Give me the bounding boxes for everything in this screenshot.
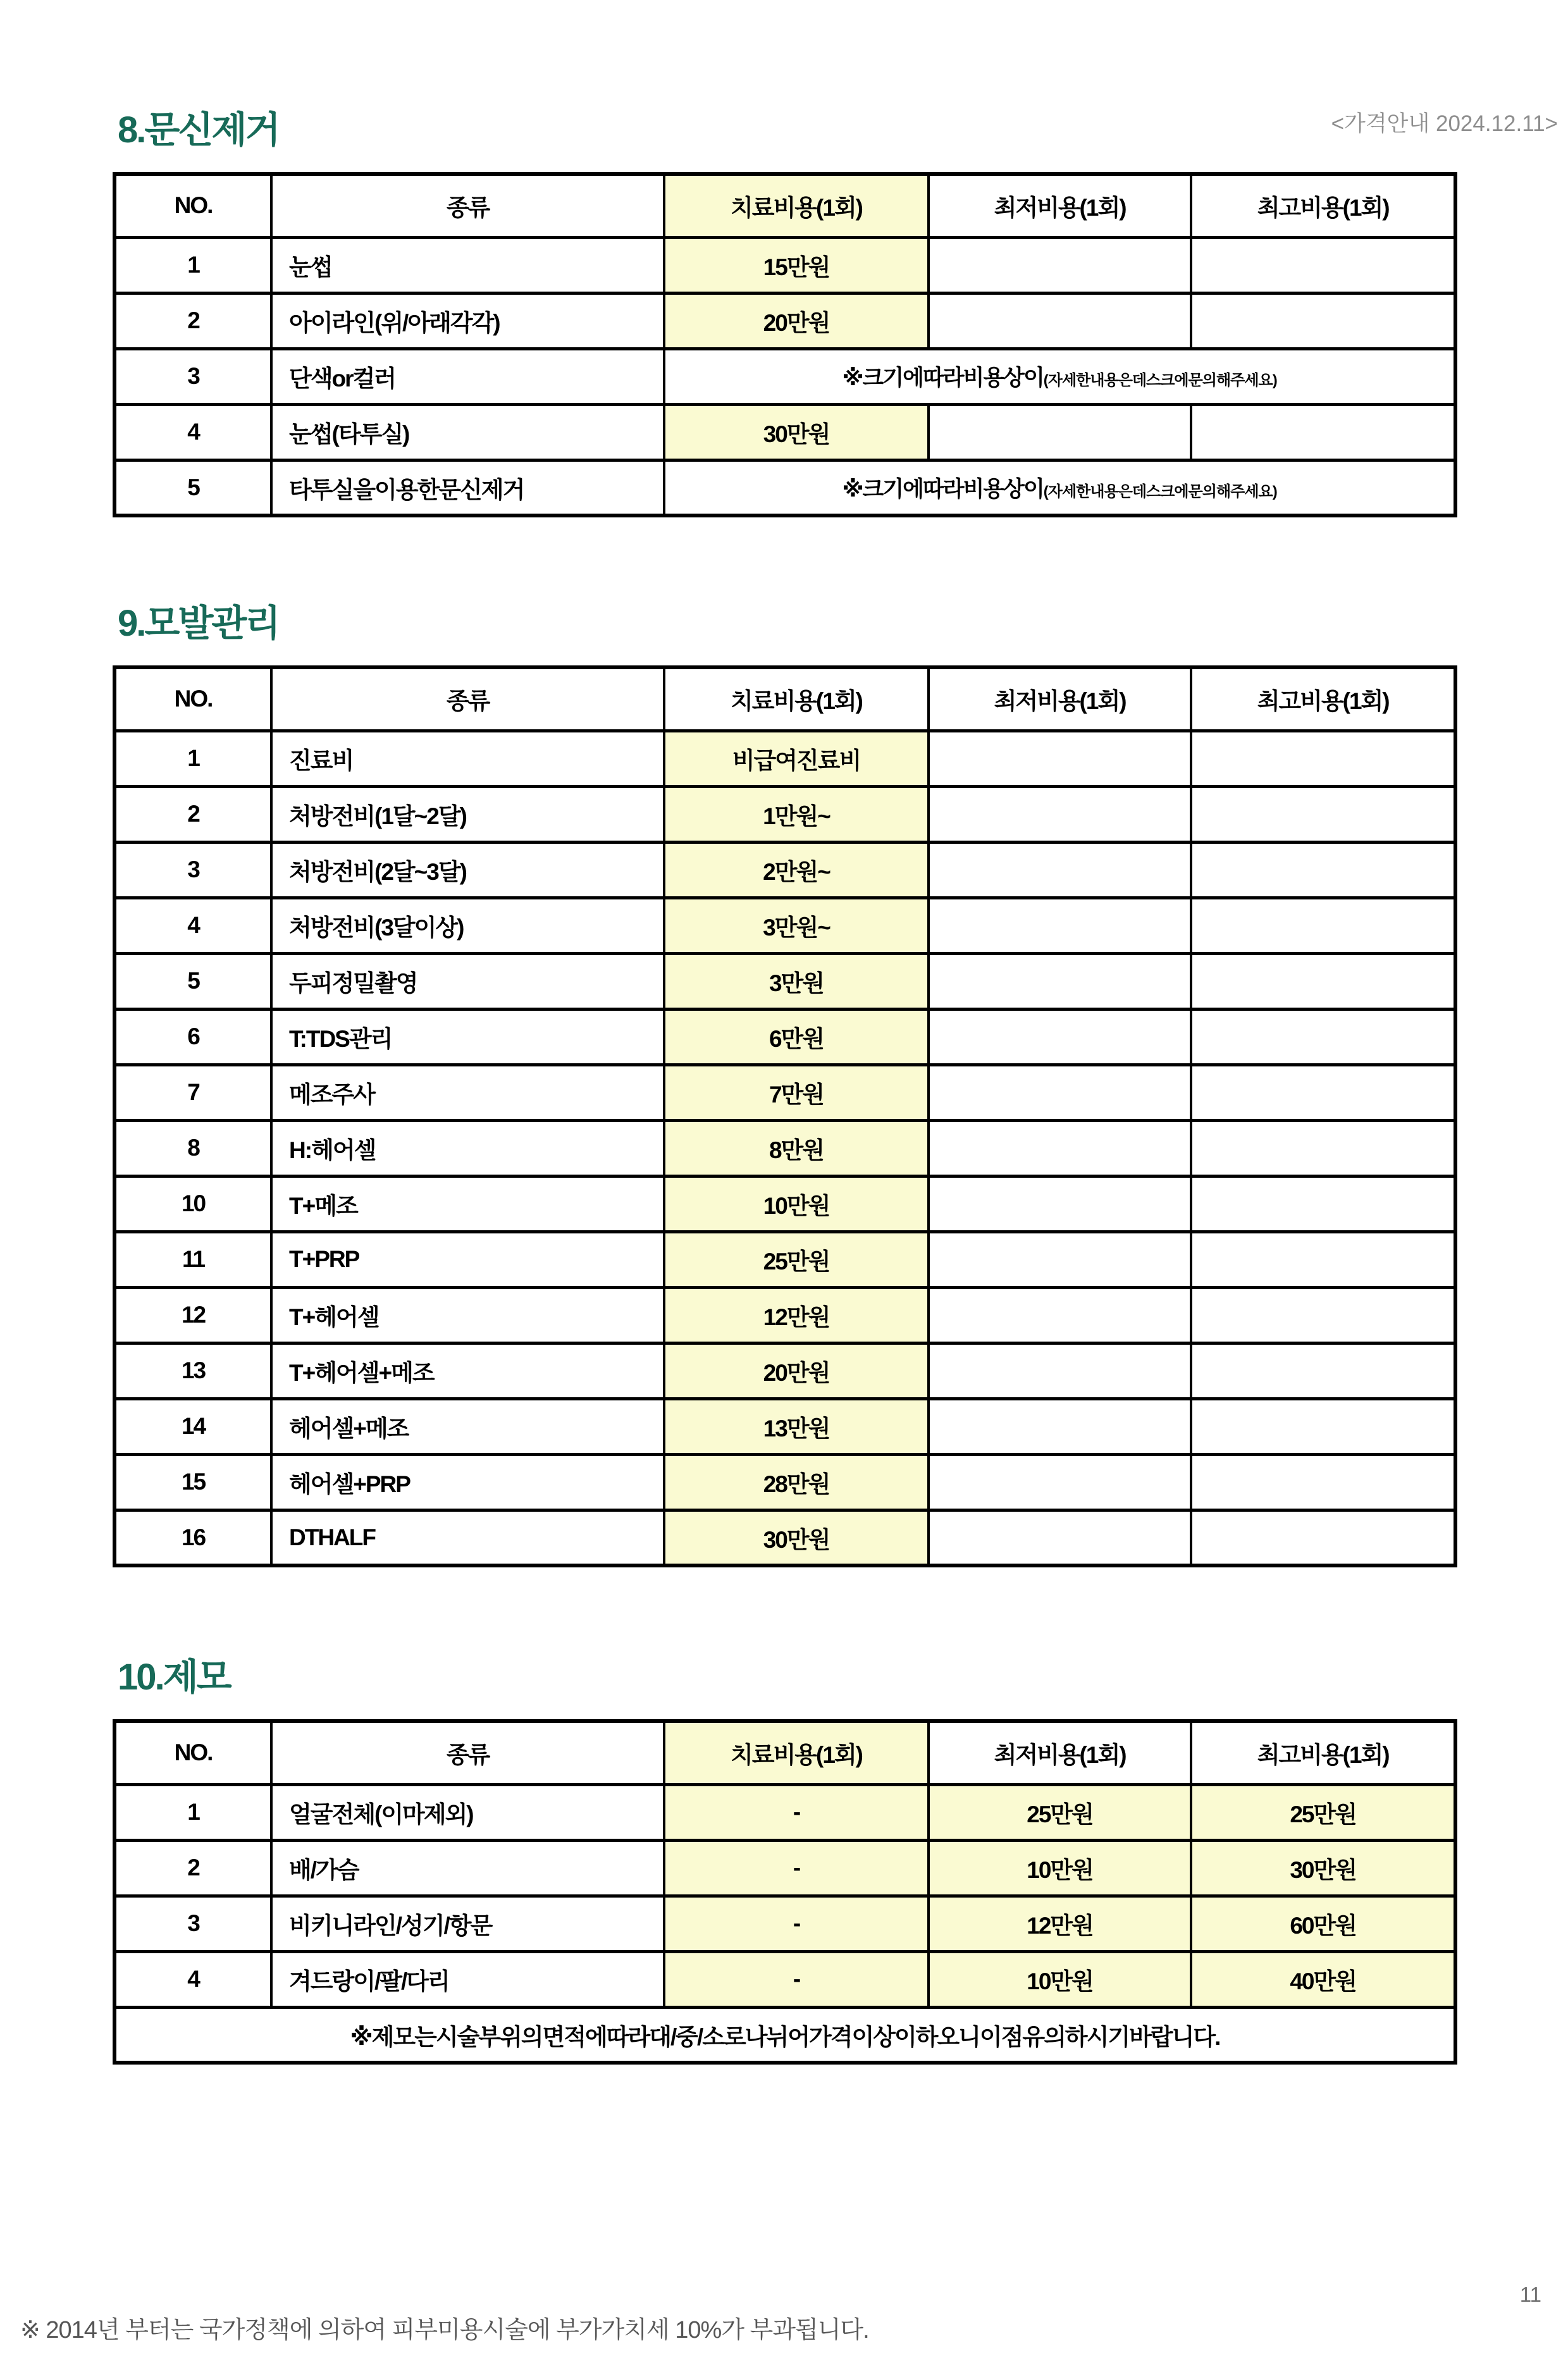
row-type: T+메조 <box>271 1176 664 1232</box>
section-gap <box>113 1567 1457 1647</box>
row-max-cost: 25만원 <box>1191 1784 1455 1840</box>
row-min-cost <box>929 1510 1192 1565</box>
row-no: 15 <box>114 1454 271 1510</box>
table-row <box>114 1510 1455 1565</box>
row-no: 14 <box>114 1399 271 1454</box>
row-treat-cost: 30만원 <box>664 404 929 460</box>
row-min-cost <box>929 898 1192 953</box>
row-min-cost: 25만원 <box>929 1784 1192 1840</box>
row-no: 11 <box>114 1232 271 1287</box>
column-header-2: 치료비용(1회) <box>664 174 929 237</box>
column-header-2: 치료비용(1회) <box>664 667 929 731</box>
table-note-row <box>114 2007 1455 2063</box>
row-min-cost <box>929 1009 1192 1065</box>
row-type: 비키니라인/성기/항문 <box>271 1896 664 1951</box>
row-max-cost: 30만원 <box>1191 1840 1455 1896</box>
row-treat-cost: 30만원 <box>664 1510 929 1565</box>
table-row <box>114 1951 1455 2007</box>
row-type: 타투실을이용한문신제거 <box>271 460 664 516</box>
section-gap <box>113 517 1457 593</box>
pricing-table-10 <box>113 1719 1457 2065</box>
row-min-cost <box>929 1454 1192 1510</box>
row-treat-cost: 7만원 <box>664 1065 929 1120</box>
row-max-cost <box>1191 898 1455 953</box>
row-min-cost <box>929 237 1192 293</box>
row-min-cost <box>929 293 1192 349</box>
column-header-4: 최고비용(1회) <box>1191 1721 1455 1784</box>
hair-removal-note: ※제모는시술부위의면적에따라대/중/소로나뉘어가격이상이하오니이점유의하시기바랍니다. <box>114 2007 1455 2063</box>
row-max-cost <box>1191 1120 1455 1176</box>
column-header-4: 최고비용(1회) <box>1191 667 1455 731</box>
table-row <box>114 1840 1455 1896</box>
row-no: 3 <box>114 349 271 404</box>
table-row <box>114 293 1455 349</box>
row-type: 메조주사 <box>271 1065 664 1120</box>
column-header-2: 치료비용(1회) <box>664 1721 929 1784</box>
column-header-0: NO. <box>114 1721 271 1784</box>
row-no: 2 <box>114 786 271 842</box>
row-max-cost <box>1191 1343 1455 1399</box>
row-max-cost <box>1191 1510 1455 1565</box>
row-min-cost: 10만원 <box>929 1951 1192 2007</box>
row-type: 겨드랑이/팔/다리 <box>271 1951 664 2007</box>
row-min-cost <box>929 1343 1192 1399</box>
row-treat-cost: - <box>664 1951 929 2007</box>
row-size-note <box>664 349 1455 404</box>
table-body <box>114 731 1455 1565</box>
page-number: 11 <box>1519 2283 1541 2306</box>
row-type: 배/가슴 <box>271 1840 664 1896</box>
row-no: 1 <box>114 731 271 786</box>
section-9 <box>113 593 1457 1567</box>
row-min-cost: 12만원 <box>929 1896 1192 1951</box>
row-treat-cost: 3만원 <box>664 953 929 1009</box>
size-note-sub: (자세한내용은데스크에문의해주세요) <box>1043 483 1277 500</box>
column-header-0: NO. <box>114 174 271 237</box>
row-treat-cost: 12만원 <box>664 1287 929 1343</box>
row-max-cost <box>1191 842 1455 898</box>
row-type: T+PRP <box>271 1232 664 1287</box>
row-max-cost <box>1191 237 1455 293</box>
row-min-cost <box>929 731 1192 786</box>
table-row <box>114 786 1455 842</box>
row-min-cost <box>929 1399 1192 1454</box>
row-max-cost <box>1191 1065 1455 1120</box>
section-title-10: 10.제모 <box>118 1657 230 1698</box>
table-row <box>114 898 1455 953</box>
size-note-main: ※크기에따라비용상이 <box>842 366 1044 390</box>
column-header-1: 종류 <box>271 174 664 237</box>
row-no: 3 <box>114 1896 271 1951</box>
row-no: 6 <box>114 1009 271 1065</box>
table-row <box>114 404 1455 460</box>
row-no: 5 <box>114 460 271 516</box>
row-no: 2 <box>114 293 271 349</box>
header-row <box>114 174 1455 237</box>
row-type: T+헤어셀 <box>271 1287 664 1343</box>
table-body <box>114 237 1455 516</box>
row-no: 7 <box>114 1065 271 1120</box>
row-max-cost <box>1191 1454 1455 1510</box>
row-type: 처방전비(2달~3달) <box>271 842 664 898</box>
row-no: 2 <box>114 1840 271 1896</box>
row-type: H:헤어셀 <box>271 1120 664 1176</box>
row-max-cost <box>1191 404 1455 460</box>
row-treat-cost: 3만원~ <box>664 898 929 953</box>
row-no: 3 <box>114 842 271 898</box>
size-note-main: ※크기에따라비용상이 <box>842 476 1044 502</box>
row-max-cost <box>1191 1399 1455 1454</box>
row-no: 8 <box>114 1120 271 1176</box>
table-row <box>114 349 1455 404</box>
pricing-table-9 <box>113 665 1457 1567</box>
table-row <box>114 1399 1455 1454</box>
row-max-cost <box>1191 953 1455 1009</box>
header-row <box>114 1721 1455 1784</box>
row-max-cost <box>1191 1176 1455 1232</box>
row-no: 5 <box>114 953 271 1009</box>
section-title-9: 9.모발관리 <box>118 603 279 644</box>
row-type: 두피정밀촬영 <box>271 953 664 1009</box>
row-treat-cost: 20만원 <box>664 293 929 349</box>
table-row <box>114 1343 1455 1399</box>
row-type: 처방전비(3달이상) <box>271 898 664 953</box>
vat-note: ※ 2014년 부터는 국가정책에 의하여 피부미용시술에 부가가치세 10%가 부과됩니다. <box>20 2317 869 2343</box>
column-header-4: 최고비용(1회) <box>1191 174 1455 237</box>
row-no: 4 <box>114 1951 271 2007</box>
row-no: 4 <box>114 404 271 460</box>
row-min-cost <box>929 404 1192 460</box>
row-no: 10 <box>114 1176 271 1232</box>
row-min-cost <box>929 1120 1192 1176</box>
row-max-cost <box>1191 786 1455 842</box>
row-treat-cost: 15만원 <box>664 237 929 293</box>
row-type: 아이라인(위/아래각각) <box>271 293 664 349</box>
table-header <box>114 667 1455 731</box>
table-row <box>114 1120 1455 1176</box>
row-min-cost <box>929 842 1192 898</box>
row-treat-cost: 13만원 <box>664 1399 929 1454</box>
row-treat-cost: 비급여진료비 <box>664 731 929 786</box>
row-max-cost: 40만원 <box>1191 1951 1455 2007</box>
row-treat-cost: - <box>664 1896 929 1951</box>
row-no: 4 <box>114 898 271 953</box>
row-no: 1 <box>114 237 271 293</box>
table-row <box>114 1784 1455 1840</box>
row-treat-cost: 6만원 <box>664 1009 929 1065</box>
section-title-8: 8.문신제거 <box>118 109 279 151</box>
table-row <box>114 1454 1455 1510</box>
row-treat-cost: 1만원~ <box>664 786 929 842</box>
sections-container <box>113 100 1457 2065</box>
size-note-sub: (자세한내용은데스크에문의해주세요) <box>1043 372 1277 389</box>
table-header <box>114 1721 1455 1784</box>
row-treat-cost: - <box>664 1840 929 1896</box>
row-min-cost <box>929 786 1192 842</box>
row-treat-cost: 25만원 <box>664 1232 929 1287</box>
row-treat-cost: - <box>664 1784 929 1840</box>
header-date: <가격안내 2024.12.11> <box>1331 111 1558 136</box>
table-body <box>114 1784 1455 2063</box>
row-min-cost <box>929 1232 1192 1287</box>
row-type: T+헤어셀+메조 <box>271 1343 664 1399</box>
table-row <box>114 237 1455 293</box>
row-max-cost <box>1191 1009 1455 1065</box>
column-header-3: 최저비용(1회) <box>929 1721 1192 1784</box>
column-header-1: 종류 <box>271 1721 664 1784</box>
table-row <box>114 1232 1455 1287</box>
table-row <box>114 1896 1455 1951</box>
row-min-cost <box>929 1176 1192 1232</box>
table-row <box>114 842 1455 898</box>
price-guide-page <box>0 100 1568 2365</box>
row-treat-cost: 20만원 <box>664 1343 929 1399</box>
row-max-cost <box>1191 1287 1455 1343</box>
row-treat-cost: 8만원 <box>664 1120 929 1176</box>
row-no: 12 <box>114 1287 271 1343</box>
column-header-3: 최저비용(1회) <box>929 174 1192 237</box>
row-type: DTHALF <box>271 1510 664 1565</box>
row-type: 진료비 <box>271 731 664 786</box>
column-header-0: NO. <box>114 667 271 731</box>
column-header-3: 최저비용(1회) <box>929 667 1192 731</box>
row-max-cost <box>1191 1232 1455 1287</box>
table-row <box>114 731 1455 786</box>
row-type: 얼굴전체(이마제외) <box>271 1784 664 1840</box>
row-type: 헤어셀+PRP <box>271 1454 664 1510</box>
table-row <box>114 460 1455 516</box>
table-row <box>114 1009 1455 1065</box>
table-header <box>114 174 1455 237</box>
row-max-cost: 60만원 <box>1191 1896 1455 1951</box>
row-max-cost <box>1191 293 1455 349</box>
header-row <box>114 667 1455 731</box>
table-row <box>114 953 1455 1009</box>
row-treat-cost: 28만원 <box>664 1454 929 1510</box>
row-no: 1 <box>114 1784 271 1840</box>
row-min-cost: 10만원 <box>929 1840 1192 1896</box>
pricing-table-8 <box>113 172 1457 517</box>
row-no: 13 <box>114 1343 271 1399</box>
row-type: 눈썹 <box>271 237 664 293</box>
row-type: 단색or컬러 <box>271 349 664 404</box>
row-type: T:TDS관리 <box>271 1009 664 1065</box>
table-row <box>114 1176 1455 1232</box>
row-treat-cost: 10만원 <box>664 1176 929 1232</box>
table-row <box>114 1065 1455 1120</box>
section-8 <box>113 100 1457 517</box>
row-no: 16 <box>114 1510 271 1565</box>
row-min-cost <box>929 953 1192 1009</box>
column-header-1: 종류 <box>271 667 664 731</box>
row-min-cost <box>929 1287 1192 1343</box>
row-max-cost <box>1191 731 1455 786</box>
row-type: 헤어셀+메조 <box>271 1399 664 1454</box>
row-min-cost <box>929 1065 1192 1120</box>
section-10 <box>113 1647 1457 2065</box>
row-treat-cost: 2만원~ <box>664 842 929 898</box>
row-type: 눈썹(타투실) <box>271 404 664 460</box>
row-type: 처방전비(1달~2달) <box>271 786 664 842</box>
row-size-note <box>664 460 1455 516</box>
table-row <box>114 1287 1455 1343</box>
